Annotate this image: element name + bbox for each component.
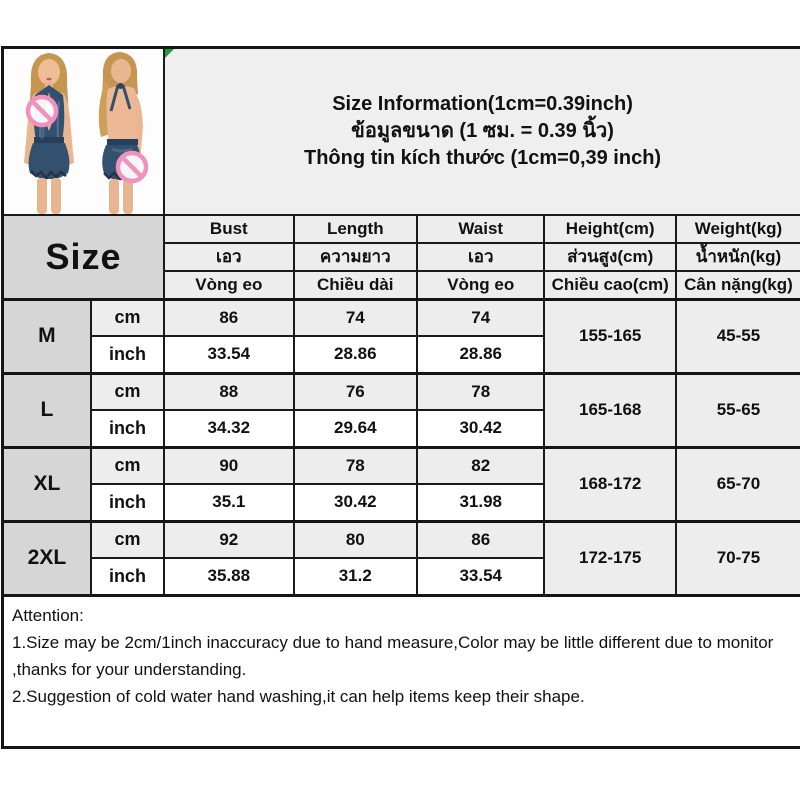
unit-label-cm: cm <box>91 373 164 410</box>
censor-prohibition-icon-front <box>28 97 56 125</box>
header-bust-vi: Vòng eo <box>164 271 293 299</box>
attention-note <box>1 597 800 749</box>
header-height-th: ส่วนสูง(cm) <box>544 243 675 271</box>
header-weight-en: Weight(kg) <box>676 215 800 243</box>
unit-label-cm: cm <box>91 299 164 336</box>
value-m-length-inch: 28.86 <box>294 336 417 373</box>
value-l-waist-cm: 78 <box>417 373 544 410</box>
size-header: Size <box>3 215 165 299</box>
value-l-waist-inch: 30.42 <box>417 410 544 447</box>
unit-label-cm: cm <box>91 521 164 558</box>
header-waist-en: Waist <box>417 215 544 243</box>
value-2xl-bust-inch: 35.88 <box>164 558 293 595</box>
title-english: Size Information(1cm=0.39inch) <box>332 93 633 115</box>
value-xl-bust-cm: 90 <box>164 447 293 484</box>
value-l-bust-inch: 34.32 <box>164 410 293 447</box>
value-l-height: 165-168 <box>544 373 675 447</box>
product-photo <box>3 48 165 216</box>
size-chart-sheet <box>1 46 800 749</box>
attention-line-3: 2.Suggestion of cold water hand washing,it can help items keep their shape. <box>12 686 585 706</box>
header-length-en: Length <box>294 215 417 243</box>
value-xl-length-cm: 78 <box>294 447 417 484</box>
cell-error-triangle-icon <box>165 49 174 58</box>
unit-label-inch: inch <box>91 410 164 447</box>
header-weight-vi: Cân nặng(kg) <box>676 271 800 299</box>
value-xl-waist-cm: 82 <box>417 447 544 484</box>
header-waist-th: เอว <box>417 243 544 271</box>
value-xl-bust-inch: 35.1 <box>164 484 293 521</box>
header-length-th: ความยาว <box>294 243 417 271</box>
value-2xl-waist-cm: 86 <box>417 521 544 558</box>
header-waist-vi: Vòng eo <box>417 271 544 299</box>
header-height-vi: Chiều cao(cm) <box>544 271 675 299</box>
header-height-en: Height(cm) <box>544 215 675 243</box>
value-l-weight: 55-65 <box>676 373 800 447</box>
value-xl-waist-inch: 31.98 <box>417 484 544 521</box>
value-l-bust-cm: 88 <box>164 373 293 410</box>
header-bust-en: Bust <box>164 215 293 243</box>
header-bust-th: เอว <box>164 243 293 271</box>
attention-line-1: 1.Size may be 2cm/1inch inaccuracy due to hand measure,Color may be little different due to monitor <box>12 632 774 652</box>
value-2xl-height: 172-175 <box>544 521 675 595</box>
value-m-weight: 45-55 <box>676 299 800 373</box>
title-vietnamese: Thông tin kích thước (1cm=0,39 inch) <box>303 147 662 169</box>
value-m-waist-inch: 28.86 <box>417 336 544 373</box>
value-2xl-length-cm: 80 <box>294 521 417 558</box>
value-m-length-cm: 74 <box>294 299 417 336</box>
value-xl-weight: 65-70 <box>676 447 800 521</box>
value-2xl-weight: 70-75 <box>676 521 800 595</box>
censor-prohibition-icon-back <box>118 153 146 181</box>
header-weight-th: น้ำหนัก(kg) <box>676 243 800 271</box>
value-xl-height: 168-172 <box>544 447 675 521</box>
attention-line-2: ,thanks for your understanding. <box>12 659 247 679</box>
unit-label-cm: cm <box>91 447 164 484</box>
size-label-2xl: 2XL <box>3 521 91 595</box>
size-table <box>1 46 800 597</box>
value-m-height: 155-165 <box>544 299 675 373</box>
header-length-vi: Chiều dài <box>294 271 417 299</box>
title-thai: ข้อมูลขนาด (1 ซม. = 0.39 นิ้ว) <box>351 120 614 142</box>
value-m-waist-cm: 74 <box>417 299 544 336</box>
size-label-xl: XL <box>3 447 91 521</box>
size-label-m: M <box>3 299 91 373</box>
value-m-bust-cm: 86 <box>164 299 293 336</box>
value-l-length-inch: 29.64 <box>294 410 417 447</box>
value-l-length-cm: 76 <box>294 373 417 410</box>
attention-title: Attention: <box>12 605 84 625</box>
unit-label-inch: inch <box>91 484 164 521</box>
unit-label-inch: inch <box>91 558 164 595</box>
value-2xl-waist-inch: 33.54 <box>417 558 544 595</box>
product-photo-illustration <box>4 49 164 214</box>
size-label-l: L <box>3 373 91 447</box>
unit-label-inch: inch <box>91 336 164 373</box>
value-2xl-bust-cm: 92 <box>164 521 293 558</box>
value-m-bust-inch: 33.54 <box>164 336 293 373</box>
size-info-title-cell <box>164 48 800 216</box>
value-xl-length-inch: 30.42 <box>294 484 417 521</box>
value-2xl-length-inch: 31.2 <box>294 558 417 595</box>
